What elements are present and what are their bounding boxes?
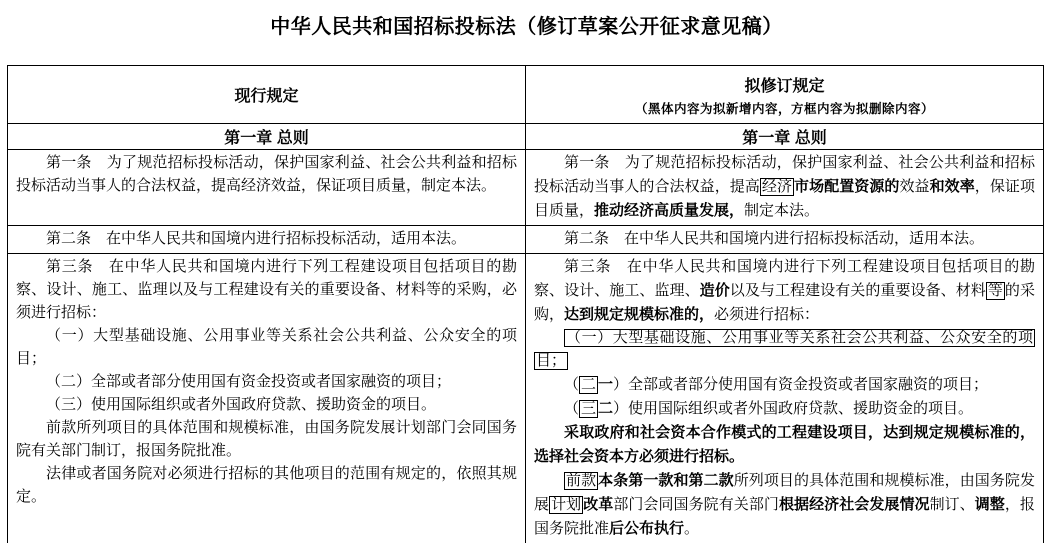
revised-provision-cell xyxy=(526,254,1044,543)
text-segment: 制订、 xyxy=(929,497,975,513)
paragraph xyxy=(534,469,1035,541)
added-text-segment: 根据经济社会发展情况 xyxy=(778,496,930,513)
text-segment: 第三条 在中华人民共和国境内进行下列工程建设项目包括项目的勘察、设计、施工、监理、 xyxy=(534,259,1035,299)
paragraph xyxy=(16,417,517,463)
text-segment: 第一条 为了规范招标投标活动，保护国家利益、社会公共利益和招标投标活动当事人的合法权益，提高经济效益，保证项目质量，制定本法。 xyxy=(16,155,517,194)
comparison-table xyxy=(7,65,1044,543)
text-segment: 第二条 在中华人民共和国境内进行招标投标活动，适用本法。 xyxy=(564,231,985,247)
deleted-text-segment: 前款 xyxy=(566,473,597,489)
added-text-segment: 后公布执行 xyxy=(609,520,685,537)
text-segment: ）全部或者部分使用国有资金投资或者国家融资的项目； xyxy=(613,377,989,393)
article-row xyxy=(8,226,1044,254)
text-segment: （一）大型基础设施、公用事业等关系社会公共利益、公众安全的项目； xyxy=(16,328,517,367)
text-segment: 法律或者国务院对必须进行招标的其他项目的范围有规定的，依照其规定。 xyxy=(16,466,517,505)
deleted-text-segment: 计划 xyxy=(551,497,582,513)
current-provision-cell xyxy=(8,254,526,543)
added-text-segment: 调整 xyxy=(974,496,1005,513)
text-segment: （二）全部或者部分使用国有资金投资或者国家融资的项目； xyxy=(46,374,452,390)
text-segment: ，报国务院批准 xyxy=(534,497,1035,537)
text-segment: 所列项目的具体范围和规模标准，由国务院发展 xyxy=(534,473,1035,513)
article-row xyxy=(8,254,1044,543)
paragraph xyxy=(16,463,517,509)
chapter-heading-row xyxy=(8,124,1044,150)
deleted-text-segment: （一）大型基础设施、公用事业等关系社会公共利益、公众安全的项目； xyxy=(536,330,1033,369)
paragraph xyxy=(534,228,1035,251)
paragraph xyxy=(16,371,517,394)
text-segment: （三）使用国际组织或者外国政府贷款、援助资金的项目。 xyxy=(46,397,437,413)
deleted-text-segment: 三 xyxy=(581,401,597,417)
text-segment: 前款所列项目的具体范围和规模标准，由国务院发展计划部门会同国务院有关部门制订，报国务院批准。 xyxy=(16,420,517,459)
text-segment: （ xyxy=(564,377,580,393)
paragraph xyxy=(534,373,1035,397)
paragraph xyxy=(16,256,517,325)
paragraph xyxy=(16,152,517,198)
text-segment: 以及与工程建设有关的重要设备、材料 xyxy=(729,283,986,299)
article-row xyxy=(8,150,1044,226)
text-segment: ）使用国际组织或者外国政府贷款、援助资金的项目。 xyxy=(613,401,974,417)
text-segment: 部门会同国务院有关部门 xyxy=(613,497,779,513)
revised-column-label: 拟修订规定 xyxy=(744,77,825,95)
added-text-segment: 二 xyxy=(598,400,614,417)
current-column-header-cell xyxy=(8,66,526,124)
revised-provision-cell xyxy=(526,150,1044,226)
paragraph xyxy=(534,397,1035,421)
added-text-segment: 推动经济高质量发展， xyxy=(594,202,745,219)
text-segment: 。 xyxy=(684,521,700,537)
deleted-text-segment: 等 xyxy=(987,283,1003,299)
current-provision-cell xyxy=(8,150,526,226)
paragraph xyxy=(16,325,517,371)
paragraph xyxy=(534,152,1035,223)
paragraph xyxy=(16,228,517,251)
added-text-segment: 造价 xyxy=(699,282,730,299)
text-segment: 必须进行招标： xyxy=(714,307,820,323)
chapter-heading-revised: 第一章 总则 xyxy=(526,124,1044,150)
paragraph xyxy=(16,394,517,417)
added-text-segment: 和效率 xyxy=(929,178,975,195)
current-provision-cell xyxy=(8,226,526,254)
paragraph xyxy=(534,327,1035,373)
current-column-label: 现行规定 xyxy=(234,88,299,105)
added-text-segment: 一 xyxy=(598,376,614,393)
text-segment: 制定本法。 xyxy=(744,203,820,219)
text-segment: 第一条 为了规范招标投标活动，保护国家利益、社会公共利益和招标投标活动当事人的合法权益，提高 xyxy=(534,155,1035,195)
text-segment: ，保证项目质量， xyxy=(534,179,1035,219)
text-segment: 的采购， xyxy=(534,283,1035,323)
text-segment: 第二条 在中华人民共和国境内进行招标投标活动，适用本法。 xyxy=(46,231,467,247)
column-header-row xyxy=(8,66,1044,124)
chapter-heading-current: 第一章 总则 xyxy=(8,124,526,150)
revision-legend-note: （黑体内容为拟新增内容，方框内容为拟删除内容） xyxy=(634,101,934,116)
added-text-segment: 采取政府和社会资本合作模式的工程建设项目，达到规定规模标准的，选择社会资本方必须进行招标。 xyxy=(534,424,1035,465)
deleted-text-segment: 二 xyxy=(581,377,597,393)
text-segment: 第三条 在中华人民共和国境内进行下列工程建设项目包括项目的勘察、设计、施工、监理以及与工程建设有关的重要设备、材料等的采购，必须进行招标： xyxy=(16,259,517,321)
added-text-segment: 本条第一款和第二款 xyxy=(598,472,734,489)
added-text-segment: 市场配置资源的 xyxy=(794,178,900,195)
added-text-segment: 改革 xyxy=(583,496,614,513)
deleted-text-segment: 经济 xyxy=(761,179,793,195)
text-segment: 效益 xyxy=(899,179,930,195)
text-segment: （ xyxy=(564,401,580,417)
paragraph xyxy=(534,256,1035,327)
revised-column-header-cell xyxy=(526,66,1044,124)
paragraph xyxy=(534,421,1035,469)
revised-provision-cell xyxy=(526,226,1044,254)
added-text-segment: 达到规定规模标准的， xyxy=(564,306,715,323)
document-title: 中华人民共和国招标投标法（修订草案公开征求意见稿） xyxy=(270,16,783,38)
